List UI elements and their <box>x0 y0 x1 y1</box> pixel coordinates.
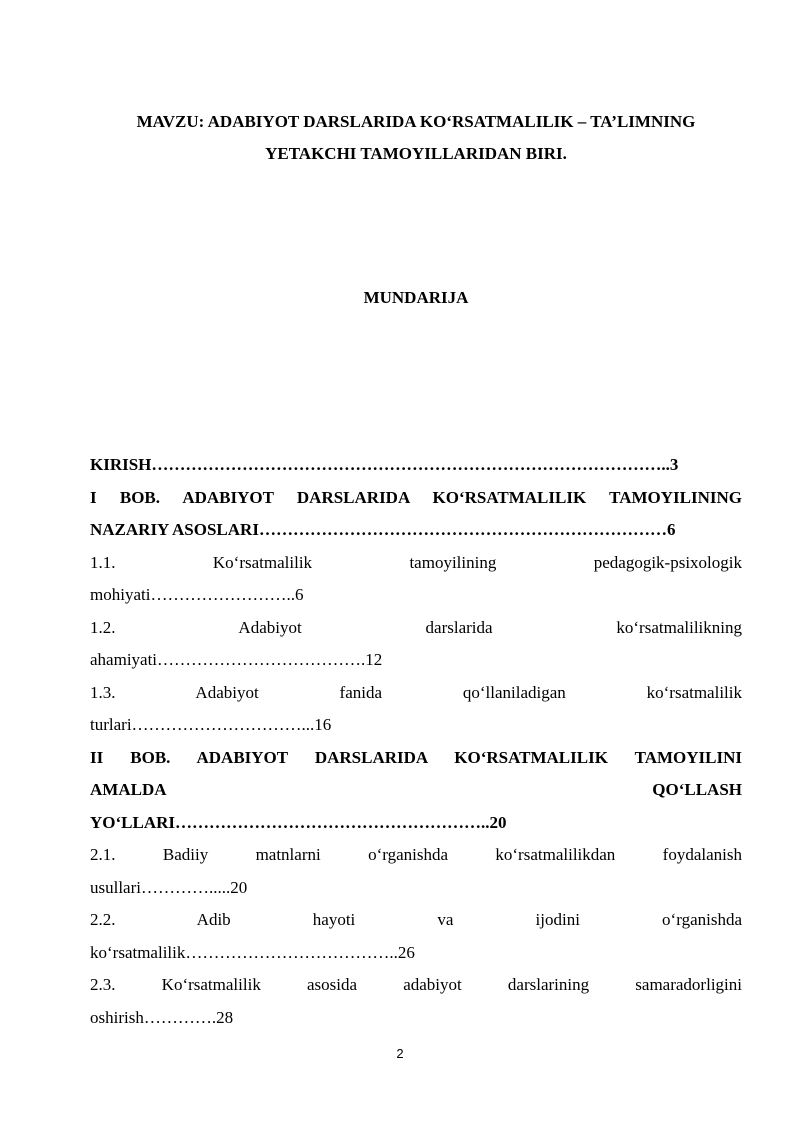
toc-entry-chapter-2: II BOB. ADABIYOT DARSLARIDA KO‘RSATMALILIK TAMOYILINI <box>90 747 742 767</box>
toc-entry-chapter-2-end: YO‘LLARI………………………………………………..20 <box>90 812 507 832</box>
toc-entry-chapter-1-cont: NAZARIY ASOSLARI………………………………………………………………6 <box>90 520 676 539</box>
toc-entry-1-2: 1.2. Adabiyot darslarida ko‘rsatmalilikning <box>90 617 742 637</box>
toc-entry-2-1-cont: usullari………….....20 <box>90 877 248 897</box>
toc-entry-kirish: KIRISH………………………………………………………………………………..3 <box>90 455 679 474</box>
title-line-1: MAVZU: ADABIYOT DARSLARIDA KO‘RSATMALILIK – TA’LIMNING <box>136 112 696 131</box>
toc-entry-1-3-cont: turlari…………………………...16 <box>90 715 332 734</box>
toc-entry-2-3-cont: oshirish………….28 <box>90 1007 234 1027</box>
toc-entry-2-2: 2.2. Adib hayoti va ijodini o‘rganishda <box>90 910 742 929</box>
toc-entry-1-1: 1.1. Ko‘rsatmalilik tamoyilining pedagogik-psixologik <box>90 552 742 572</box>
toc-entry-chapter-1: I BOB. ADABIYOT DARSLARIDA KO‘RSATMALILIK TAMOYILINING <box>90 487 742 507</box>
document-title <box>90 106 742 170</box>
toc-entry-chapter-2-cont: AMALDA QO‘LLASH <box>90 780 742 799</box>
toc-entry-2-1: 2.1. Badiiy matnlarni o‘rganishda ko‘rsatmalilikdan foydalanish <box>90 845 742 864</box>
toc-entry-2-3: 2.3. Ko‘rsatmalilik asosida adabiyot darslarining samaradorligini <box>90 975 742 994</box>
toc-entry-1-3: 1.3. Adabiyot fanida qo‘llaniladigan ko‘rsatmalilik <box>90 682 742 702</box>
toc-entry-1-1-cont: mohiyati……………………..6 <box>90 585 304 604</box>
toc-entry-2-2-cont: ko‘rsatmalilik………………………………..26 <box>90 942 415 962</box>
page-number: 2 <box>396 1046 404 1061</box>
table-of-contents <box>90 449 742 1034</box>
toc-heading: MUNDARIJA <box>363 288 469 307</box>
toc-entry-1-2-cont: ahamiyati……………………………….12 <box>90 650 383 669</box>
title-line-2: YETAKCHI TAMOYILLARIDAN BIRI. <box>265 144 567 163</box>
